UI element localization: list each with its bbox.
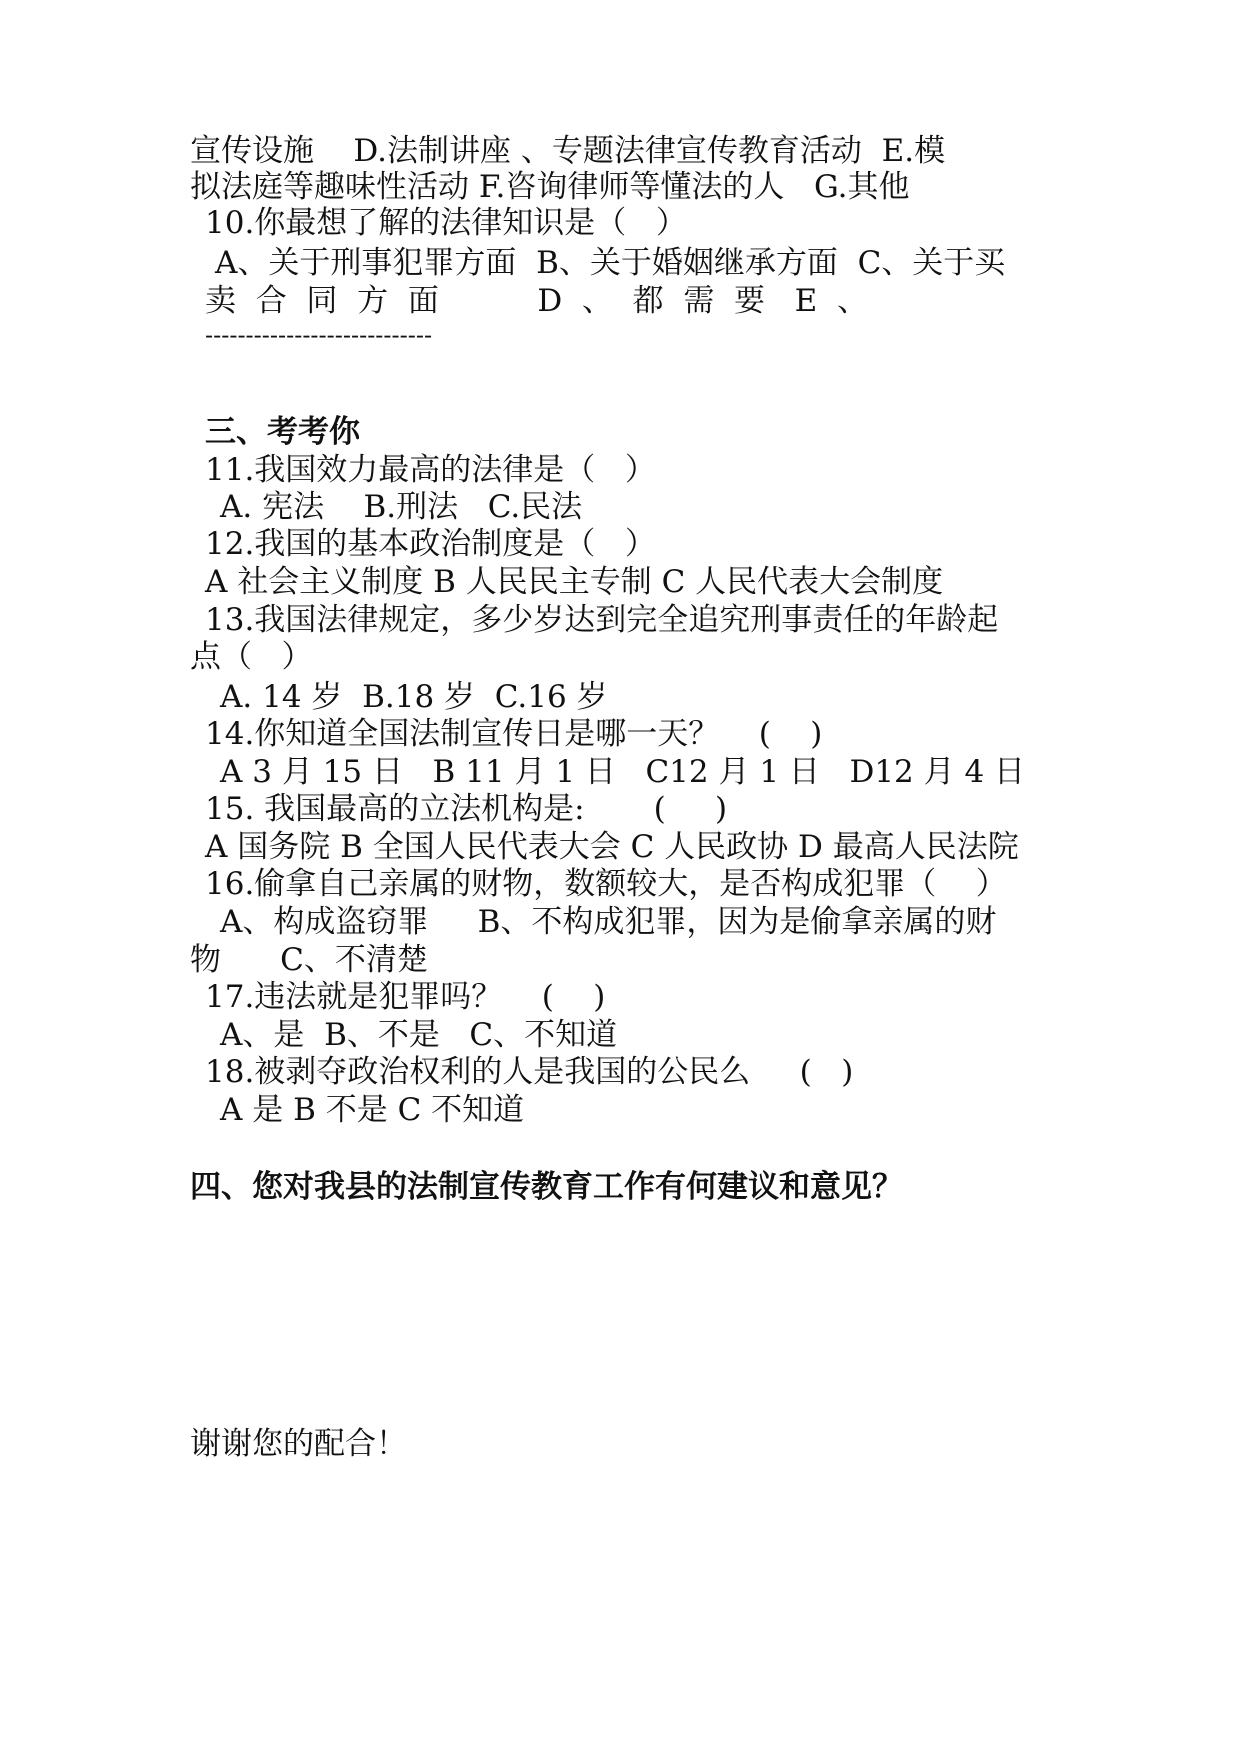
q12-question: 12.我国的基本政治制度是（ ） [205, 526, 656, 562]
q17-options: A、是 B、不是 C、不知道 [220, 1017, 618, 1053]
q14-options: A 3 月 15 日 B 11 月 1 日 C12 月 1 日 D12 月 4 日 [220, 754, 1026, 790]
q9-options-cont-2: 拟法庭等趣味性活动 F.咨询律师等懂法的人 G.其他 [190, 169, 910, 205]
q13-question-2: 点（ ） [190, 639, 313, 675]
q13-question-1: 13.我国法律规定，多少岁达到完全追究刑事责任的年龄起 [205, 602, 999, 638]
q11-question: 11.我国效力最高的法律是（ ） [205, 452, 656, 488]
q16-options-1: A、构成盗窃罪 B、不构成犯罪，因为是偷拿亲属的财 [220, 904, 997, 940]
q16-question: 16.偷拿自己亲属的财物，数额较大，是否构成犯罪（ ） [205, 866, 1007, 902]
q17-question: 17.违法就是犯罪吗？ ( ) [205, 979, 606, 1015]
section4-heading: 四、您对我县的法制宣传教育工作有何建议和意见？ [190, 1169, 903, 1205]
q10-options-1: A、关于刑事犯罪方面 B、关于婚姻继承方面 C、关于买 [215, 245, 1006, 281]
q11-options: A. 宪法 B.刑法 C.民法 [220, 489, 583, 525]
q10-question: 10.你最想了解的法律知识是（ ） [205, 205, 687, 241]
closing-thanks: 谢谢您的配合！ [190, 1426, 407, 1462]
q18-question: 18.被剥夺政治权利的人是我国的公民么 ( ) [205, 1054, 854, 1090]
q13-options: A. 14 岁 B.18 岁 C.16 岁 [220, 679, 608, 715]
q10-options-3: ---------------------------- [205, 321, 433, 349]
q16-options-2: 物 C、不清楚 [190, 942, 428, 978]
q10-options-2: 卖 合 同 方 面 D 、 都 需 要 E 、 [205, 283, 868, 319]
q15-question: 15. 我国最高的立法机构是: ( ) [205, 791, 728, 827]
q9-options-cont-1: 宣传设施 D.法制讲座 、专题法律宣传教育活动 E.模 [190, 133, 946, 169]
q12-options: A 社会主义制度 B 人民民主专制 C 人民代表大会制度 [205, 564, 944, 600]
q15-options: A 国务院 B 全国人民代表大会 C 人民政协 D 最高人民法院 [205, 829, 1019, 865]
q14-question: 14.你知道全国法制宣传日是哪一天？ ( ) [205, 716, 823, 752]
q18-options: A 是 B 不是 C 不知道 [220, 1092, 525, 1128]
section3-heading: 三、考考你 [205, 414, 360, 450]
